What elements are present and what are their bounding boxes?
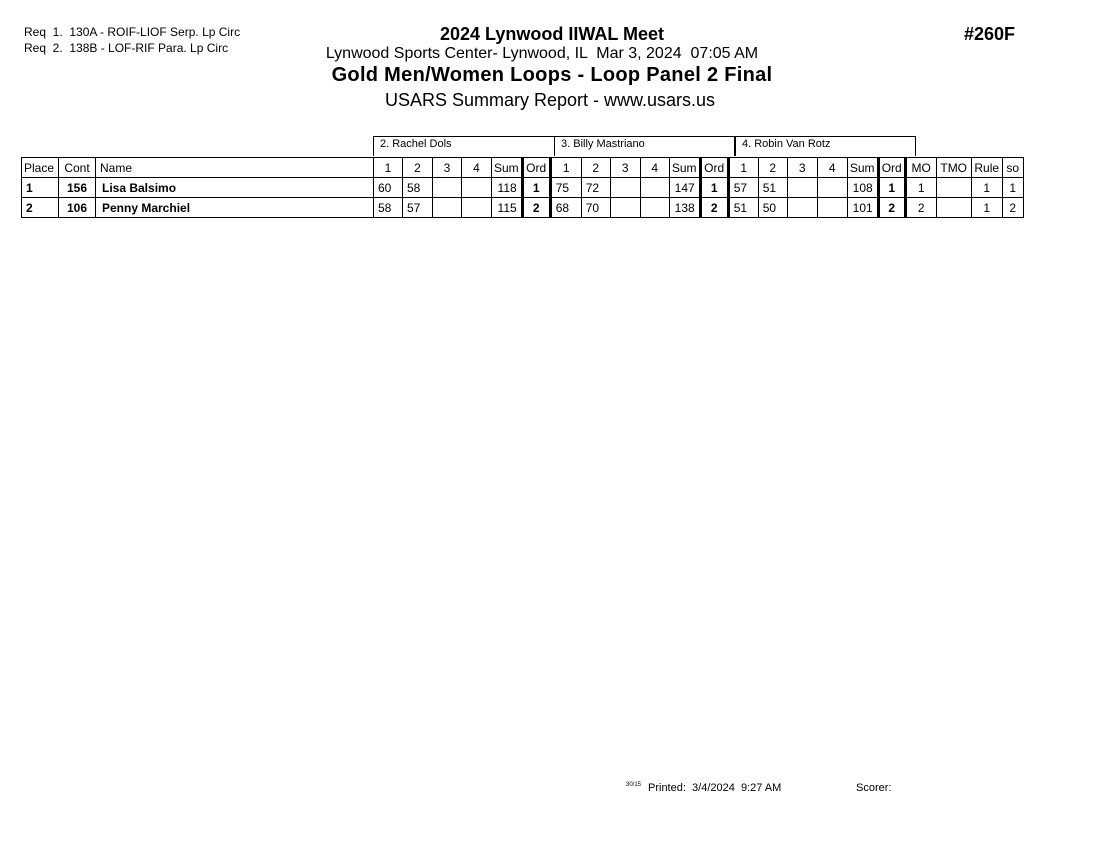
rule-cell: 1 [971,198,1002,218]
sum-cell: 118 [492,178,523,198]
mark-cell: 51 [758,178,787,198]
skater-name-cell: Lisa Balsimo [96,178,374,198]
printed-timestamp: Printed: 3/4/2024 9:27 AM [648,782,782,794]
col-header-j3-mark-3: 3 [610,158,640,178]
tmo-cell [936,198,971,218]
ordinal-cell: 1 [700,178,728,198]
col-header-j2-sum: Sum [492,158,523,178]
col-header-mo: MO [905,158,936,178]
table-row [22,178,1024,198]
col-header-j2-mark-1: 1 [374,158,403,178]
judge-header-3: 3. Billy Mastriano [554,136,735,156]
ordinal-cell: 1 [878,178,905,198]
col-header-place: Place [22,158,59,178]
col-header-j3-ord: Ord [700,158,728,178]
col-header-j4-mark-1: 1 [728,158,758,178]
mark-cell: 60 [374,178,403,198]
sum-cell: 147 [669,178,700,198]
col-header-j4-ord: Ord [878,158,905,178]
requirement-2: Req 2. 138B - LOF-RIF Para. Lp Circ [24,41,229,55]
mark-cell [787,198,817,218]
so-cell: 2 [1002,198,1023,218]
mark-cell: 51 [728,198,758,218]
col-header-j4-mark-3: 3 [787,158,817,178]
mark-cell: 57 [728,178,758,198]
col-header-j3-mark-1: 1 [550,158,581,178]
col-header-j2-mark-4: 4 [462,158,492,178]
report-subtitle: USARS Summary Report - www.usars.us [384,90,716,110]
mark-cell [462,198,492,218]
sum-cell: 101 [847,198,878,218]
mark-cell: 70 [581,198,610,218]
contestant-number-cell: 106 [59,198,96,218]
col-header-rule: Rule [971,158,1002,178]
mark-cell [433,198,462,218]
mark-cell [433,178,462,198]
event-number: #260F [964,24,1016,44]
col-header-j3-mark-2: 2 [581,158,610,178]
mark-cell: 68 [550,198,581,218]
col-header-j4-sum: Sum [847,158,878,178]
col-header-name: Name [96,158,374,178]
ordinal-cell: 2 [700,198,728,218]
contestant-number-cell: 156 [59,178,96,198]
tmo-cell [936,178,971,198]
mark-cell: 58 [403,178,433,198]
footer-code: 30/15 [626,782,642,788]
judge-header-2: 2. Rachel Dols [373,136,555,156]
requirement-1: Req 1. 130A - ROIF-LIOF Serp. Lp Circ [24,25,241,39]
col-header-tmo: TMO [936,158,971,178]
meet-title: 2024 Lynwood IIWAL Meet [439,24,665,44]
mo-cell: 1 [905,178,936,198]
mark-cell [610,198,640,218]
mark-cell: 75 [550,178,581,198]
mark-cell [462,178,492,198]
judge-header-4: 4. Robin Van Rotz [735,136,916,156]
col-header-j4-mark-4: 4 [817,158,847,178]
col-header-j2-mark-2: 2 [403,158,433,178]
mark-cell [640,178,669,198]
mark-cell [817,178,847,198]
col-header-j4-mark-2: 2 [758,158,787,178]
event-name: Gold Men/Women Loops - Loop Panel 2 Final [331,64,773,86]
place-cell: 1 [22,178,59,198]
venue-date-line: Lynwood Sports Center- Lynwood, IL Mar 3, 2024 07:05 AM [325,45,759,62]
col-header-j2-mark-3: 3 [433,158,462,178]
mark-cell [787,178,817,198]
col-header-cont: Cont [59,158,96,178]
mark-cell: 72 [581,178,610,198]
mark-cell: 58 [374,198,403,218]
mark-cell [640,198,669,218]
table-row [22,198,1024,218]
col-header-j3-sum: Sum [669,158,700,178]
mo-cell: 2 [905,198,936,218]
col-header-j2-ord: Ord [522,158,550,178]
mark-cell [610,178,640,198]
so-cell: 1 [1002,178,1023,198]
rule-cell: 1 [971,178,1002,198]
mark-cell: 57 [403,198,433,218]
ordinal-cell: 1 [522,178,550,198]
sum-cell: 108 [847,178,878,198]
results-table [21,157,1024,218]
ordinal-cell: 2 [878,198,905,218]
scorer-label: Scorer: [856,782,892,794]
col-header-j3-mark-4: 4 [640,158,669,178]
mark-cell [817,198,847,218]
skater-name-cell: Penny Marchiel [96,198,374,218]
place-cell: 2 [22,198,59,218]
sum-cell: 115 [492,198,523,218]
ordinal-cell: 2 [522,198,550,218]
mark-cell: 50 [758,198,787,218]
col-header-so: so [1002,158,1023,178]
column-header-row [22,158,1024,178]
sum-cell: 138 [669,198,700,218]
